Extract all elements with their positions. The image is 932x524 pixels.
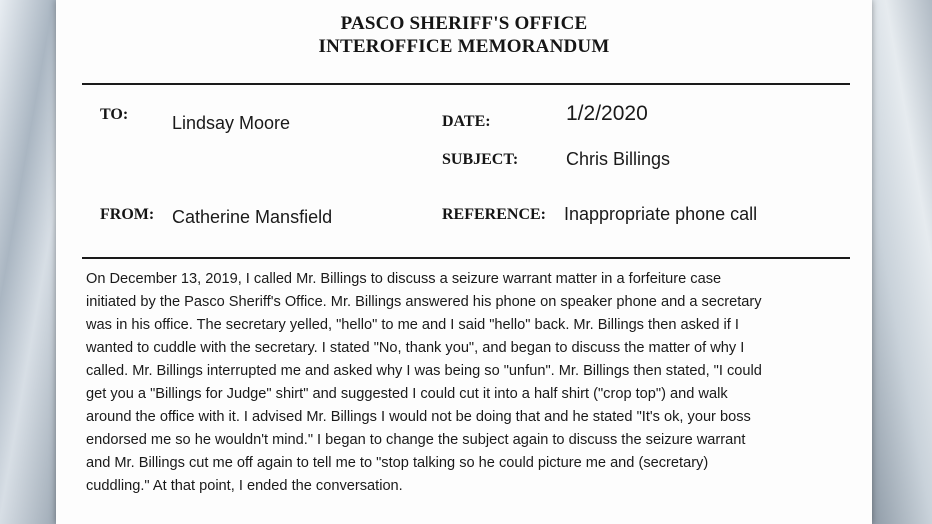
body-line: On December 13, 2019, I called Mr. Billings to discuss a seizure warrant matter in a forfeiture case [86,271,722,287]
date-value: 1/2/2020 [566,102,648,125]
body-line: was in his office. The secretary yelled, "hello" to me and I said "hello" back. Mr. Billings then asked if I [86,317,739,333]
subject-label: SUBJECT: [442,151,519,168]
office-heading: PASCO SHERIFF'S OFFICE [340,13,588,34]
from-value: Catherine Mansfield [172,207,333,227]
body-line: initiated by the Pasco Sheriff's Office. Mr. Billings answered his phone on speaker phone and a secretary [86,294,762,310]
reference-value: Inappropriate phone call [564,204,758,224]
body-divider [82,257,850,259]
body-line: wanted to cuddle with the secretary. I stated "No, thank you", and began to discuss the matter of why I [86,340,745,356]
body-line: cuddling." At that point, I ended the conversation. [86,478,403,494]
background-right [870,0,932,524]
document-type-heading: INTEROFFICE MEMORANDUM [318,36,610,57]
to-value: Lindsay Moore [172,113,291,133]
background-left [0,0,60,524]
memo-page [56,0,872,524]
from-label: FROM: [100,206,155,223]
subject-value: Chris Billings [566,149,671,169]
body-line: called. Mr. Billings interrupted me and asked why I was being so "unfun". Mr. Billings then stated, "I could [86,363,762,379]
body-line: get you a "Billings for Judge" shirt" and suggested I could cut it into a half shirt ("crop top") and walk [86,386,728,402]
body-line: endorsed me so he wouldn't mind." I began to change the subject again to discuss the seizure warrant [86,432,746,448]
body-line: around the office with it. I advised Mr. Billings I would not be doing that and he stated "It's ok, your boss [86,409,751,425]
header-divider [82,83,850,85]
to-label: TO: [100,106,129,123]
body-line: and Mr. Billings cut me off again to tell me to "stop talking so he could picture me and (secretary) [86,455,709,471]
memo-body [86,268,856,498]
date-label: DATE: [442,113,491,130]
reference-label: REFERENCE: [442,206,547,223]
